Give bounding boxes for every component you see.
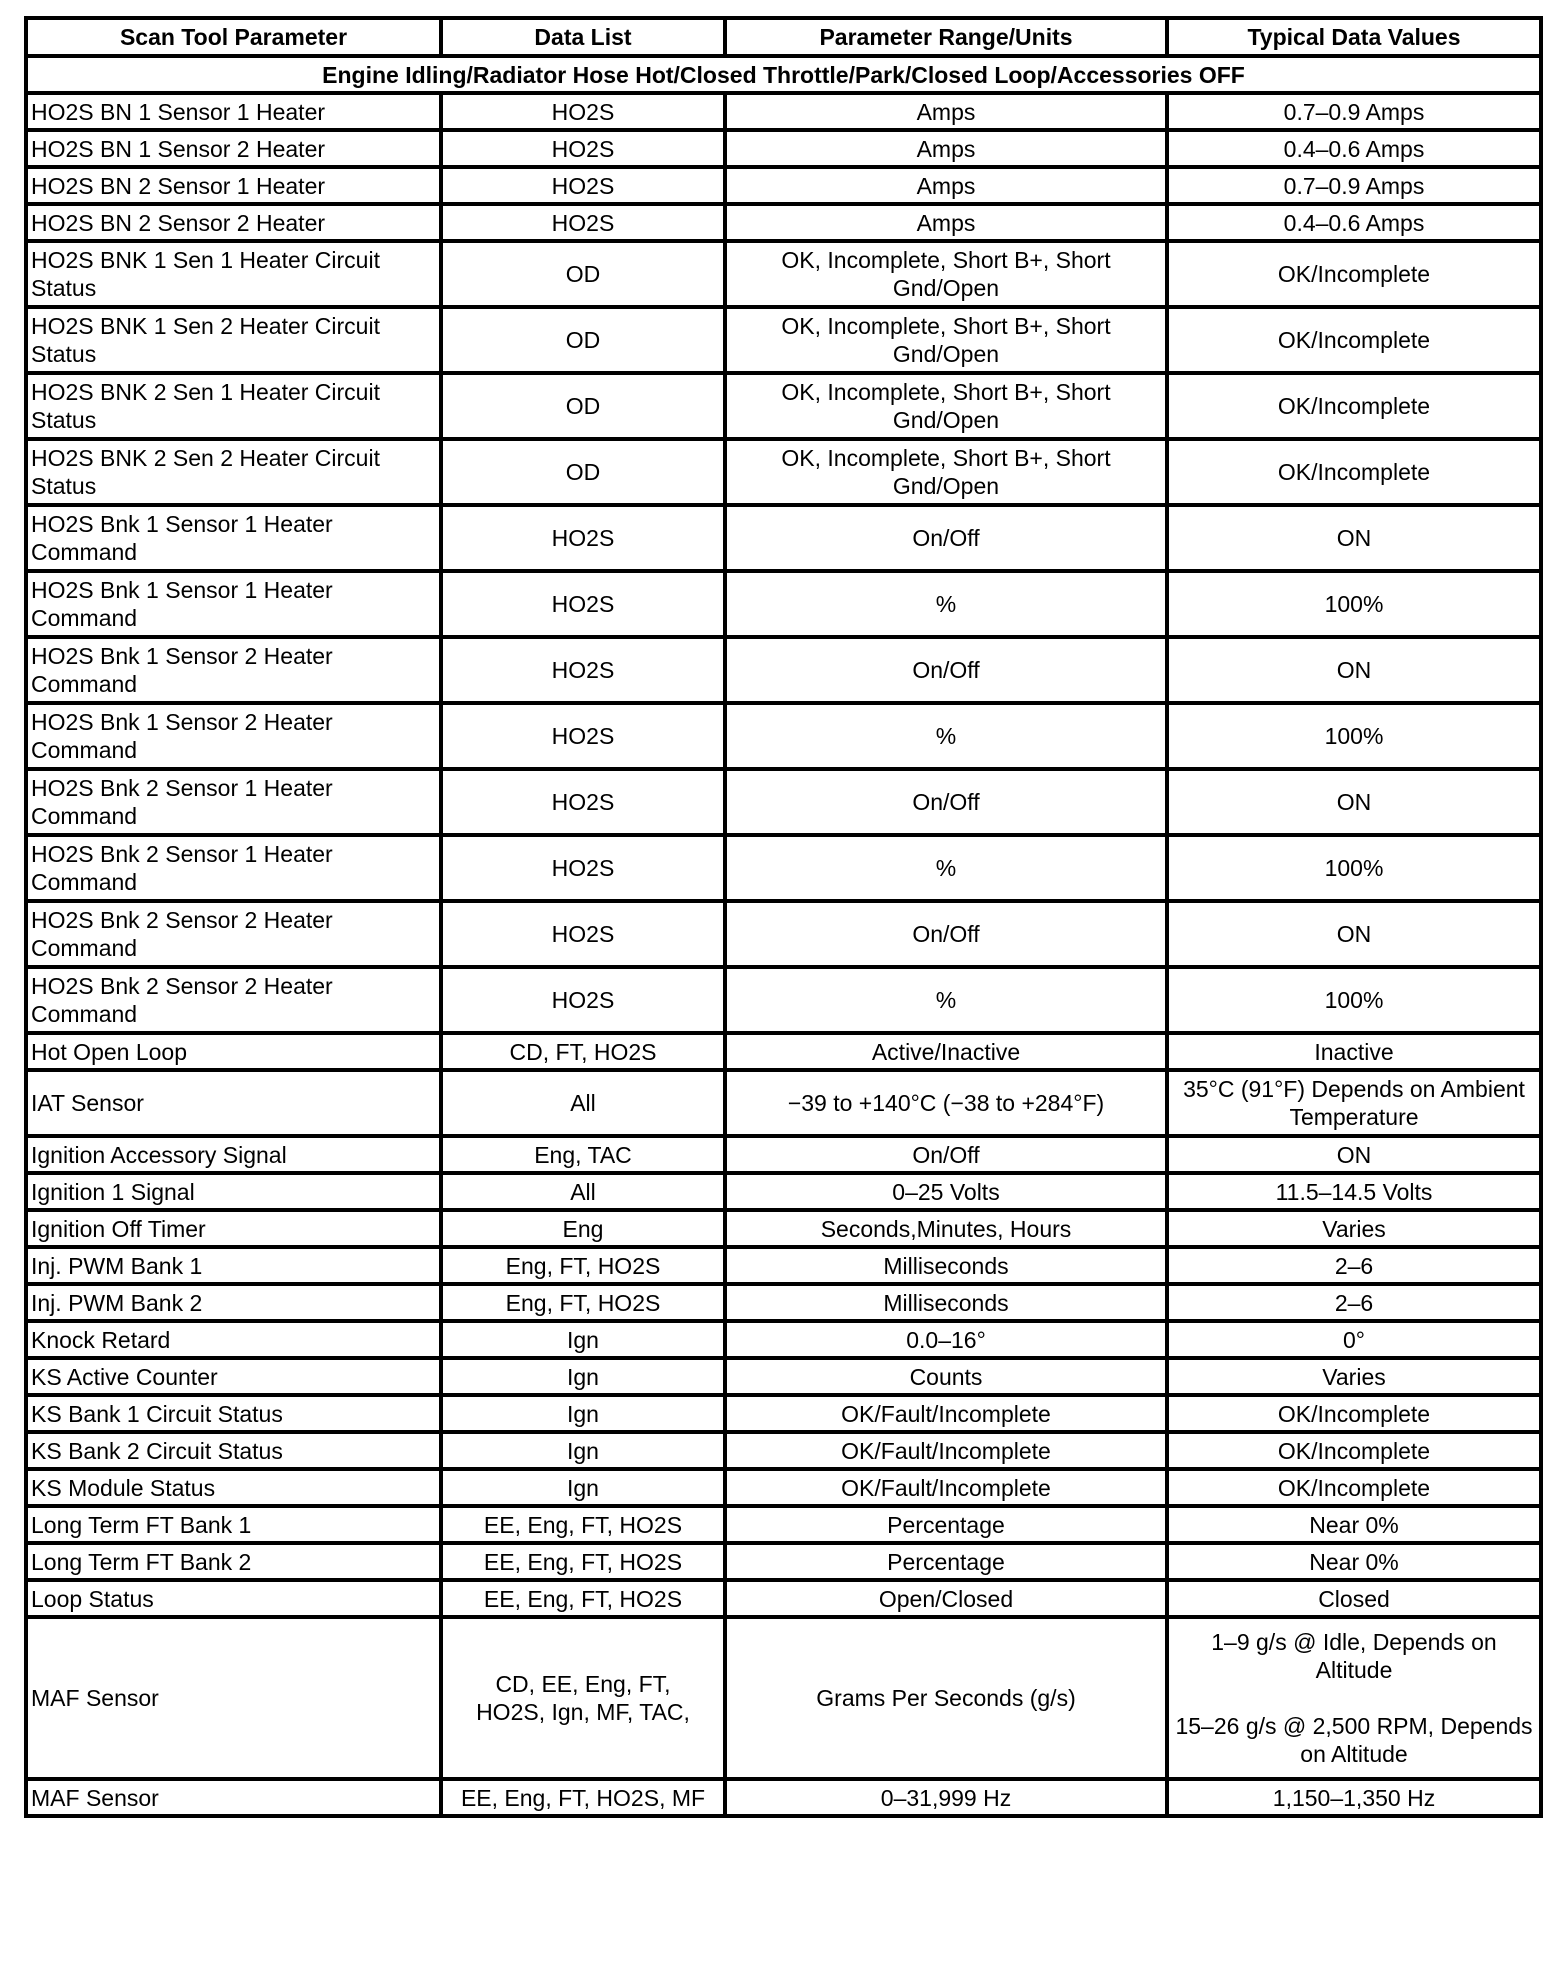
table-row xyxy=(26,1543,1541,1580)
typical-value-cell: Varies xyxy=(1167,1210,1541,1247)
range-cell: Amps xyxy=(725,93,1167,130)
range-cell: Open/Closed xyxy=(725,1580,1167,1617)
table-row xyxy=(26,241,1541,307)
parameter-cell: HO2S Bnk 2 Sensor 2 Heater Command xyxy=(26,967,441,1033)
typical-value-idle: 1–9 g/s @ Idle, Depends on Altitude xyxy=(1211,1629,1497,1683)
typical-value-cell: Near 0% xyxy=(1167,1543,1541,1580)
data-list-cell: CD, FT, HO2S xyxy=(441,1033,725,1070)
table-row xyxy=(26,1395,1541,1432)
parameter-cell: Long Term FT Bank 2 xyxy=(26,1543,441,1580)
range-cell: Milliseconds xyxy=(725,1247,1167,1284)
table-row xyxy=(26,1358,1541,1395)
range-cell: % xyxy=(725,967,1167,1033)
typical-value-cell: 0.7–0.9 Amps xyxy=(1167,93,1541,130)
header-typical-values: Typical Data Values xyxy=(1167,18,1541,56)
typical-value-cell: OK/Incomplete xyxy=(1167,1395,1541,1432)
parameter-cell: KS Bank 2 Circuit Status xyxy=(26,1432,441,1469)
range-cell: On/Off xyxy=(725,1136,1167,1173)
parameter-cell: Ignition Accessory Signal xyxy=(26,1136,441,1173)
parameter-cell: HO2S BN 2 Sensor 2 Heater xyxy=(26,204,441,241)
parameter-cell: MAF Sensor xyxy=(26,1779,441,1816)
table-row xyxy=(26,1432,1541,1469)
range-cell: 0–31,999 Hz xyxy=(725,1779,1167,1816)
data-list-cell: HO2S xyxy=(441,703,725,769)
range-cell: OK/Fault/Incomplete xyxy=(725,1469,1167,1506)
typical-value-cell: 0° xyxy=(1167,1321,1541,1358)
range-cell: On/Off xyxy=(725,901,1167,967)
range-cell: % xyxy=(725,571,1167,637)
typical-value-cell: 2–6 xyxy=(1167,1247,1541,1284)
table-row xyxy=(26,967,1541,1033)
typical-value-cell: ON xyxy=(1167,505,1541,571)
typical-value-cell: Near 0% xyxy=(1167,1506,1541,1543)
parameter-cell: KS Active Counter xyxy=(26,1358,441,1395)
range-cell: Amps xyxy=(725,204,1167,241)
table-row xyxy=(26,703,1541,769)
data-list-cell: OD xyxy=(441,373,725,439)
typical-value-cell: 2–6 xyxy=(1167,1284,1541,1321)
table-row xyxy=(26,1321,1541,1358)
parameter-cell: Ignition Off Timer xyxy=(26,1210,441,1247)
data-list-cell: OD xyxy=(441,241,725,307)
typical-value-2500rpm: 15–26 g/s @ 2,500 RPM, Depends on Altitude xyxy=(1175,1713,1533,1767)
parameter-cell: HO2S BNK 2 Sen 1 Heater Circuit Status xyxy=(26,373,441,439)
typical-value-cell: 0.4–0.6 Amps xyxy=(1167,204,1541,241)
table-row xyxy=(26,1070,1541,1136)
range-cell: OK, Incomplete, Short B+, Short Gnd/Open xyxy=(725,439,1167,505)
data-list-cell: Ign xyxy=(441,1469,725,1506)
table-row xyxy=(26,439,1541,505)
range-cell: % xyxy=(725,703,1167,769)
data-list-cell: EE, Eng, FT, HO2S xyxy=(441,1580,725,1617)
range-cell: Amps xyxy=(725,130,1167,167)
parameter-cell: Long Term FT Bank 1 xyxy=(26,1506,441,1543)
table-row xyxy=(26,637,1541,703)
data-list-cell: All xyxy=(441,1070,725,1136)
data-list-cell: Ign xyxy=(441,1432,725,1469)
range-cell: Amps xyxy=(725,167,1167,204)
parameter-cell: HO2S BNK 1 Sen 1 Heater Circuit Status xyxy=(26,241,441,307)
range-cell: 0–25 Volts xyxy=(725,1173,1167,1210)
typical-value-cell: 100% xyxy=(1167,571,1541,637)
typical-value-cell: 100% xyxy=(1167,835,1541,901)
parameter-cell: HO2S Bnk 2 Sensor 2 Heater Command xyxy=(26,901,441,967)
typical-value-cell: 1,150–1,350 Hz xyxy=(1167,1779,1541,1816)
table-row xyxy=(26,1617,1541,1779)
parameter-cell: HO2S Bnk 2 Sensor 1 Heater Command xyxy=(26,769,441,835)
range-cell: On/Off xyxy=(725,637,1167,703)
parameter-cell: HO2S Bnk 2 Sensor 1 Heater Command xyxy=(26,835,441,901)
table-row xyxy=(26,93,1541,130)
data-list-cell: EE, Eng, FT, HO2S xyxy=(441,1543,725,1580)
range-cell: Percentage xyxy=(725,1506,1167,1543)
parameter-cell: HO2S Bnk 1 Sensor 2 Heater Command xyxy=(26,703,441,769)
data-list-cell: HO2S xyxy=(441,769,725,835)
typical-value-cell: 0.7–0.9 Amps xyxy=(1167,167,1541,204)
data-list-cell: HO2S xyxy=(441,93,725,130)
table-row xyxy=(26,1580,1541,1617)
data-list-cell: All xyxy=(441,1173,725,1210)
table-row xyxy=(26,901,1541,967)
typical-value-cell: OK/Incomplete xyxy=(1167,439,1541,505)
range-cell: Counts xyxy=(725,1358,1167,1395)
typical-value-cell: ON xyxy=(1167,637,1541,703)
typical-value-cell: ON xyxy=(1167,1136,1541,1173)
header-row xyxy=(26,18,1541,56)
parameter-cell: HO2S Bnk 1 Sensor 2 Heater Command xyxy=(26,637,441,703)
table-row xyxy=(26,307,1541,373)
typical-value-cell: 100% xyxy=(1167,703,1541,769)
typical-value-cell: ON xyxy=(1167,901,1541,967)
range-cell: OK, Incomplete, Short B+, Short Gnd/Open xyxy=(725,373,1167,439)
header-scan-tool-parameter: Scan Tool Parameter xyxy=(26,18,441,56)
data-list-cell: Eng xyxy=(441,1210,725,1247)
parameter-cell: Knock Retard xyxy=(26,1321,441,1358)
data-list-cell: Eng, FT, HO2S xyxy=(441,1284,725,1321)
parameter-cell: KS Bank 1 Circuit Status xyxy=(26,1395,441,1432)
data-list-cell: HO2S xyxy=(441,967,725,1033)
data-list-cell: HO2S xyxy=(441,901,725,967)
range-cell: 0.0–16° xyxy=(725,1321,1167,1358)
typical-value-cell: 35°C (91°F) Depends on Ambient Temperature xyxy=(1167,1070,1541,1136)
parameter-cell: Inj. PWM Bank 1 xyxy=(26,1247,441,1284)
range-cell: Active/Inactive xyxy=(725,1033,1167,1070)
table-row xyxy=(26,1173,1541,1210)
operating-condition: Engine Idling/Radiator Hose Hot/Closed Throttle/Park/Closed Loop/Accessories OFF xyxy=(26,56,1541,93)
typical-value-cell: 0.4–0.6 Amps xyxy=(1167,130,1541,167)
parameter-cell: Ignition 1 Signal xyxy=(26,1173,441,1210)
typical-value-cell: OK/Incomplete xyxy=(1167,373,1541,439)
parameter-cell: HO2S BNK 2 Sen 2 Heater Circuit Status xyxy=(26,439,441,505)
table-row xyxy=(26,130,1541,167)
typical-value-cell: OK/Incomplete xyxy=(1167,241,1541,307)
range-cell: On/Off xyxy=(725,769,1167,835)
range-cell: −39 to +140°C (−38 to +284°F) xyxy=(725,1070,1167,1136)
data-list-cell: HO2S xyxy=(441,505,725,571)
typical-value-cell: OK/Incomplete xyxy=(1167,1432,1541,1469)
parameter-cell: Loop Status xyxy=(26,1580,441,1617)
parameter-cell: HO2S Bnk 1 Sensor 1 Heater Command xyxy=(26,571,441,637)
table-row xyxy=(26,1506,1541,1543)
typical-value-cell xyxy=(1167,1617,1541,1779)
range-cell: Percentage xyxy=(725,1543,1167,1580)
table-row xyxy=(26,835,1541,901)
table-row xyxy=(26,167,1541,204)
table-row xyxy=(26,1469,1541,1506)
range-cell: On/Off xyxy=(725,505,1167,571)
typical-value-cell: OK/Incomplete xyxy=(1167,307,1541,373)
range-cell: OK/Fault/Incomplete xyxy=(725,1432,1167,1469)
data-list-cell: OD xyxy=(441,307,725,373)
typical-value-cell: ON xyxy=(1167,769,1541,835)
scan-tool-data-table xyxy=(24,16,1543,1818)
parameter-cell: HO2S BN 1 Sensor 1 Heater xyxy=(26,93,441,130)
data-list-cell: HO2S xyxy=(441,204,725,241)
table-row xyxy=(26,571,1541,637)
data-list-cell: Eng, FT, HO2S xyxy=(441,1247,725,1284)
table-row xyxy=(26,1247,1541,1284)
data-list-cell: EE, Eng, FT, HO2S, MF xyxy=(441,1779,725,1816)
table-row xyxy=(26,1033,1541,1070)
typical-value-cell: Varies xyxy=(1167,1358,1541,1395)
data-list-cell: Ign xyxy=(441,1395,725,1432)
range-cell: Seconds,Minutes, Hours xyxy=(725,1210,1167,1247)
parameter-cell: MAF Sensor xyxy=(26,1617,441,1779)
typical-value-cell: OK/Incomplete xyxy=(1167,1469,1541,1506)
parameter-cell: HO2S BN 1 Sensor 2 Heater xyxy=(26,130,441,167)
data-list-cell: Ign xyxy=(441,1321,725,1358)
range-cell: Grams Per Seconds (g/s) xyxy=(725,1617,1167,1779)
parameter-cell: Inj. PWM Bank 2 xyxy=(26,1284,441,1321)
typical-value-cell: Inactive xyxy=(1167,1033,1541,1070)
spacer xyxy=(1173,1684,1535,1712)
typical-value-cell: 100% xyxy=(1167,967,1541,1033)
table-row xyxy=(26,505,1541,571)
table-row xyxy=(26,373,1541,439)
data-list-cell: EE, Eng, FT, HO2S xyxy=(441,1506,725,1543)
parameter-cell: KS Module Status xyxy=(26,1469,441,1506)
table-row xyxy=(26,204,1541,241)
typical-value-cell: 11.5–14.5 Volts xyxy=(1167,1173,1541,1210)
header-parameter-range: Parameter Range/Units xyxy=(725,18,1167,56)
table-row xyxy=(26,1284,1541,1321)
header-data-list: Data List xyxy=(441,18,725,56)
parameter-cell: HO2S BN 2 Sensor 1 Heater xyxy=(26,167,441,204)
data-list-cell: OD xyxy=(441,439,725,505)
data-list-cell: HO2S xyxy=(441,571,725,637)
table-row xyxy=(26,1779,1541,1816)
condition-row xyxy=(26,56,1541,93)
table-row xyxy=(26,1210,1541,1247)
typical-value-cell: Closed xyxy=(1167,1580,1541,1617)
data-list-cell: Eng, TAC xyxy=(441,1136,725,1173)
table-row xyxy=(26,769,1541,835)
parameter-cell: HO2S Bnk 1 Sensor 1 Heater Command xyxy=(26,505,441,571)
data-list-cell: HO2S xyxy=(441,835,725,901)
parameter-cell: HO2S BNK 1 Sen 2 Heater Circuit Status xyxy=(26,307,441,373)
data-list-cell: Ign xyxy=(441,1358,725,1395)
data-list-cell: HO2S xyxy=(441,130,725,167)
range-cell: % xyxy=(725,835,1167,901)
range-cell: Milliseconds xyxy=(725,1284,1167,1321)
data-list-cell: CD, EE, Eng, FT, HO2S, Ign, MF, TAC, xyxy=(441,1617,725,1779)
range-cell: OK, Incomplete, Short B+, Short Gnd/Open xyxy=(725,307,1167,373)
data-list-cell: HO2S xyxy=(441,637,725,703)
table-row xyxy=(26,1136,1541,1173)
parameter-cell: IAT Sensor xyxy=(26,1070,441,1136)
range-cell: OK/Fault/Incomplete xyxy=(725,1395,1167,1432)
data-list-cell: HO2S xyxy=(441,167,725,204)
range-cell: OK, Incomplete, Short B+, Short Gnd/Open xyxy=(725,241,1167,307)
parameter-cell: Hot Open Loop xyxy=(26,1033,441,1070)
